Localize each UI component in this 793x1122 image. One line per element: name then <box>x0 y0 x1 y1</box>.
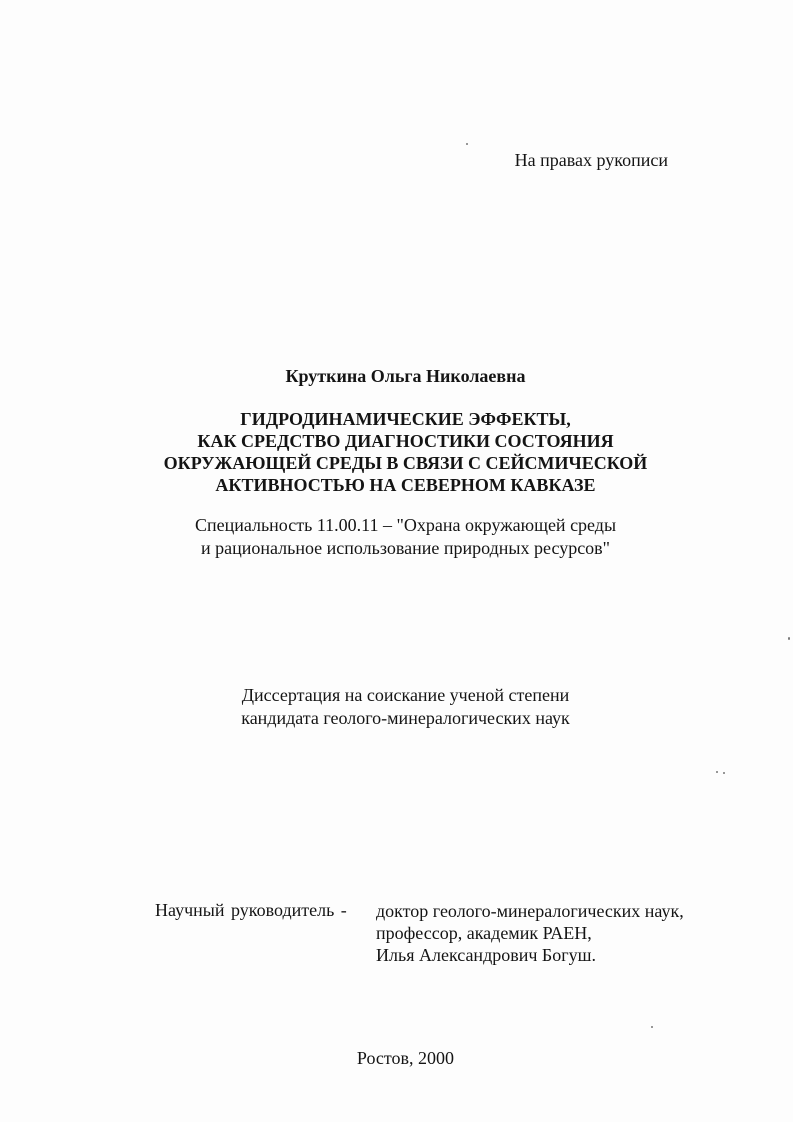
scan-speck <box>716 771 718 773</box>
title-line: ГИДРОДИНАМИЧЕСКИЕ ЭФФЕКТЫ, <box>240 409 571 429</box>
supervisor-line: профессор, академик РАЕН, <box>376 923 592 943</box>
specialty-block <box>0 514 793 560</box>
scan-speck <box>466 143 468 145</box>
degree-statement <box>0 684 793 730</box>
place-and-year: Ростов, 2000 <box>356 1048 455 1068</box>
degree-line: Диссертация на соискание ученой степени <box>241 685 570 705</box>
supervisor-line: Илья Александрович Богуш. <box>376 945 596 965</box>
specialty-line: и рациональное использование природных ресурсов" <box>200 538 611 558</box>
specialty-line: Специальность 11.00.11 – "Охрана окружающей среды <box>194 515 617 535</box>
manuscript-rights-note: На правах рукописи <box>514 150 668 170</box>
title-line: АКТИВНОСТЬЮ НА СЕВЕРНОМ КАВКАЗЕ <box>215 475 596 495</box>
title-line: ОКРУЖАЮЩЕЙ СРЕДЫ В СВЯЗИ С СЕЙСМИЧЕСКОЙ <box>163 453 648 473</box>
author-name: Круткина Ольга Николаевна <box>285 366 526 386</box>
degree-line: кандидата геолого-минералогических наук <box>241 708 570 728</box>
supervisor-details <box>376 900 684 966</box>
scan-speck <box>651 1026 653 1028</box>
scan-speck <box>723 772 725 774</box>
scan-speck <box>788 637 790 640</box>
dissertation-title <box>0 408 793 496</box>
title-line: КАК СРЕДСТВО ДИАГНОСТИКИ СОСТОЯНИЯ <box>197 431 614 451</box>
supervisor-line: доктор геолого-минералогических наук, <box>376 901 684 921</box>
supervisor-label: Научный руководитель - <box>155 900 347 920</box>
